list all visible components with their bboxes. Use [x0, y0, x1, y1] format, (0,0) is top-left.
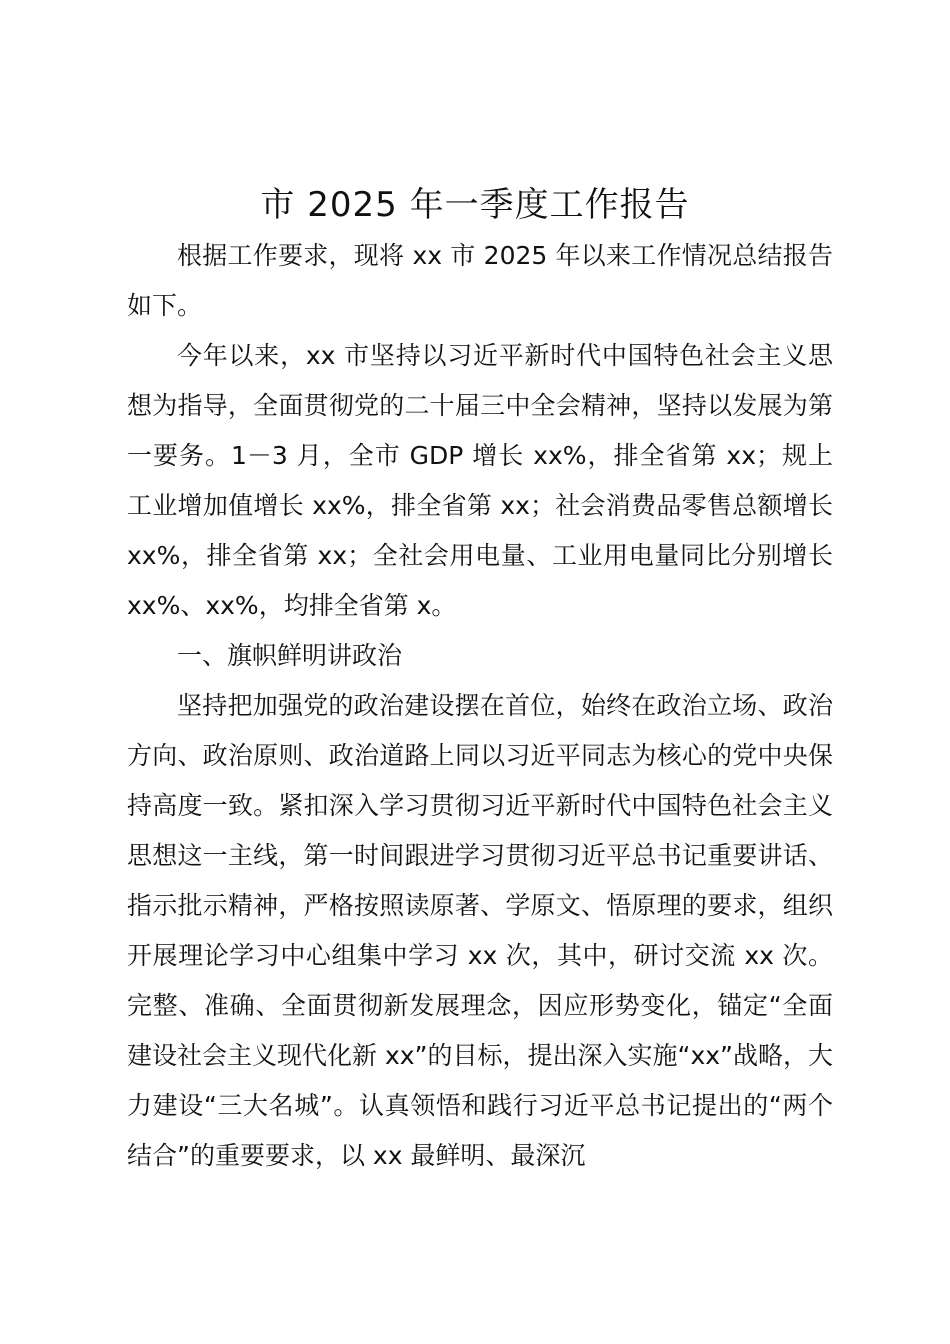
paragraph-overview: 今年以来，xx 市坚持以习近平新时代中国特色社会主义思想为指导，全面贯彻党的二十届三中全会精神，坚持以发展为第一要务。1－3 月，全市 GDP 增长 xx%，排全省第 xx；规上工业增加值增长 xx%，排全省第 xx；社会消费品零售总额增长 xx%，排全省第 xx；全社会用电量、工业用电量同比分别增长 xx%、xx%，均排全省第 x。 — [127, 341, 833, 620]
section-heading-politics: 一、旗帜鲜明讲政治 — [177, 641, 403, 670]
paragraph-intro: 根据工作要求，现将 xx 市 2025 年以来工作情况总结报告如下。 — [127, 241, 833, 320]
document-title: 市 2025 年一季度工作报告 — [260, 185, 690, 225]
document-body — [127, 231, 833, 1181]
paragraph-politics: 坚持把加强党的政治建设摆在首位，始终在政治立场、政治方向、政治原则、政治道路上同以习近平同志为核心的党中央保持高度一致。紧扣深入学习贯彻习近平新时代中国特色社会主义思想这一主线，第一时间跟进学习贯彻习近平总书记重要讲话、指示批示精神，严格按照读原著、学原文、悟原理的要求，组织开展理论学习中心组集中学习 xx 次，其中，研讨交流 xx 次。完整、准确、全面贯彻新发展理念，因应形势变化，锚定“全面建设社会主义现代化新 xx”的目标，提出深入实施“xx”战略，大力建设“三大名城”。认真领悟和践行习近平总书记提出的“两个结合”的重要要求，以 xx 最鲜明、最深沉 — [127, 691, 833, 1170]
